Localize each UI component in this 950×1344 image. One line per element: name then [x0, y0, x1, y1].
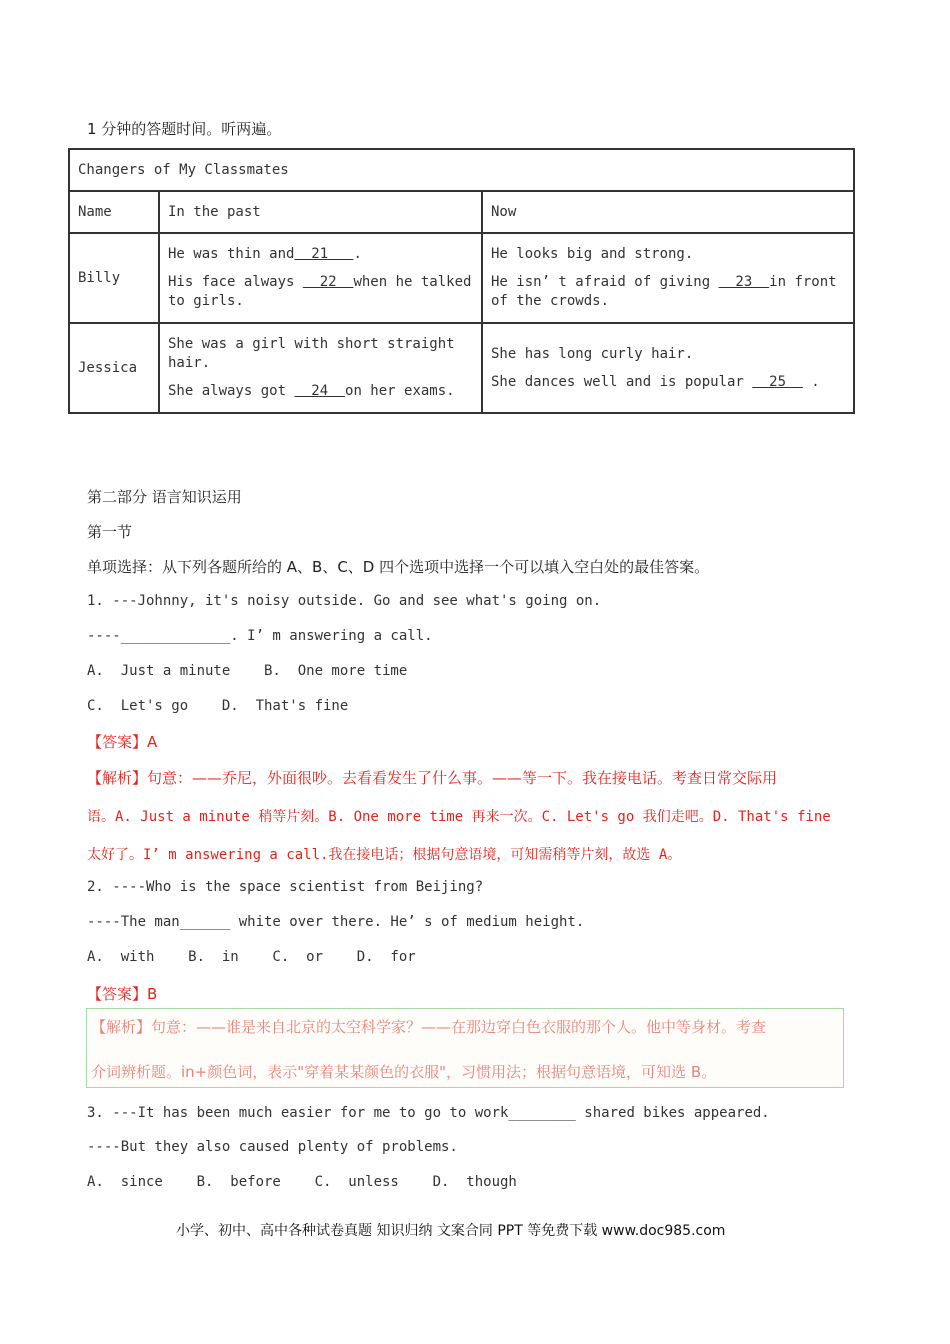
question-2-options: A. with B. in C. or D. for: [87, 949, 416, 965]
row-now: She has long curly hair. She dances well and is popular 25 .: [482, 323, 854, 413]
instruction-text: 单项选择：从下列各题所给的 A、B、C、D 四个选项中选择一个可以填入空白处的最佳答案。: [87, 558, 710, 576]
analysis-1-line: 太好了。I’ m answering a call.我在接电话；根据句意语境，可知需稍等片刻，故选 A。: [87, 847, 682, 863]
analysis-2-line: 【解析】句意：——谁是来自北京的太空科学家？——在那边穿白色衣服的那个人。他中等身材。考查: [91, 1018, 767, 1036]
analysis-2-line: 介词辨析题。in+颜色词，表示"穿着某某颜色的衣服"，习惯用法；根据句意语境，可知选 B。: [91, 1063, 717, 1081]
question-1-options-ab: A. Just a minute B. One more time: [87, 663, 408, 679]
row-past: He was thin and 21 . His face always 22 when he talked to girls.: [159, 233, 482, 323]
analysis-1-line: 语。A. Just a minute 稍等片刻。B. One more time 再来一次。C. Let's go 我们走吧。D. That's fine: [87, 809, 831, 825]
page-footer: 小学、初中、高中各种试卷真题 知识归纳 文案合同 PPT 等免费下载 www.doc985.com: [176, 1223, 726, 1239]
analysis-1-line: 【解析】句意：——乔尼，外面很吵。去看看发生了什么事。——等一下。我在接电话。考查日常交际用: [87, 769, 778, 787]
question-3-reply: ----But they also caused plenty of problems.: [87, 1139, 458, 1155]
row-past: She was a girl with short straight hair. She always got 24 on her exams.: [159, 323, 482, 413]
question-1-options-cd: C. Let's go D. That's fine: [87, 698, 349, 714]
analysis-2-image: [86, 1008, 844, 1088]
answer-2-label: 【答案】B: [87, 985, 158, 1003]
row-name: Billy: [69, 233, 159, 323]
table-row: [69, 323, 854, 413]
question-3-options: A. since B. before C. unless D. though: [87, 1174, 517, 1190]
header-name: Name: [69, 191, 159, 233]
table-title: Changers of My Classmates: [69, 149, 854, 191]
question-1-stem: 1. ---Johnny, it's noisy outside. Go and see what's going on.: [87, 593, 602, 609]
question-1-reply: ----_____________. I’ m answering a call.: [87, 628, 433, 644]
part2-title: 第二部分 语言知识运用: [87, 488, 242, 506]
question-2-reply: ----The man______ white over there. He’ s of medium height.: [87, 914, 585, 930]
row-now: He looks big and strong. He isn’ t afraid of giving 23 in front of the crowds.: [482, 233, 854, 323]
header-now: Now: [482, 191, 854, 233]
row-name: Jessica: [69, 323, 159, 413]
classmates-table: [68, 148, 855, 414]
answer-1-label: 【答案】A: [87, 733, 158, 751]
header-past: In the past: [159, 191, 482, 233]
question-2-stem: 2. ----Who is the space scientist from Beijing?: [87, 879, 484, 895]
question-3-stem: 3. ---It has been much easier for me to go to work________ shared bikes appeared.: [87, 1105, 770, 1121]
section-title: 第一节: [87, 523, 133, 541]
intro-text: 1 分钟的答题时间。听两遍。: [87, 120, 282, 138]
table-row: [69, 233, 854, 323]
